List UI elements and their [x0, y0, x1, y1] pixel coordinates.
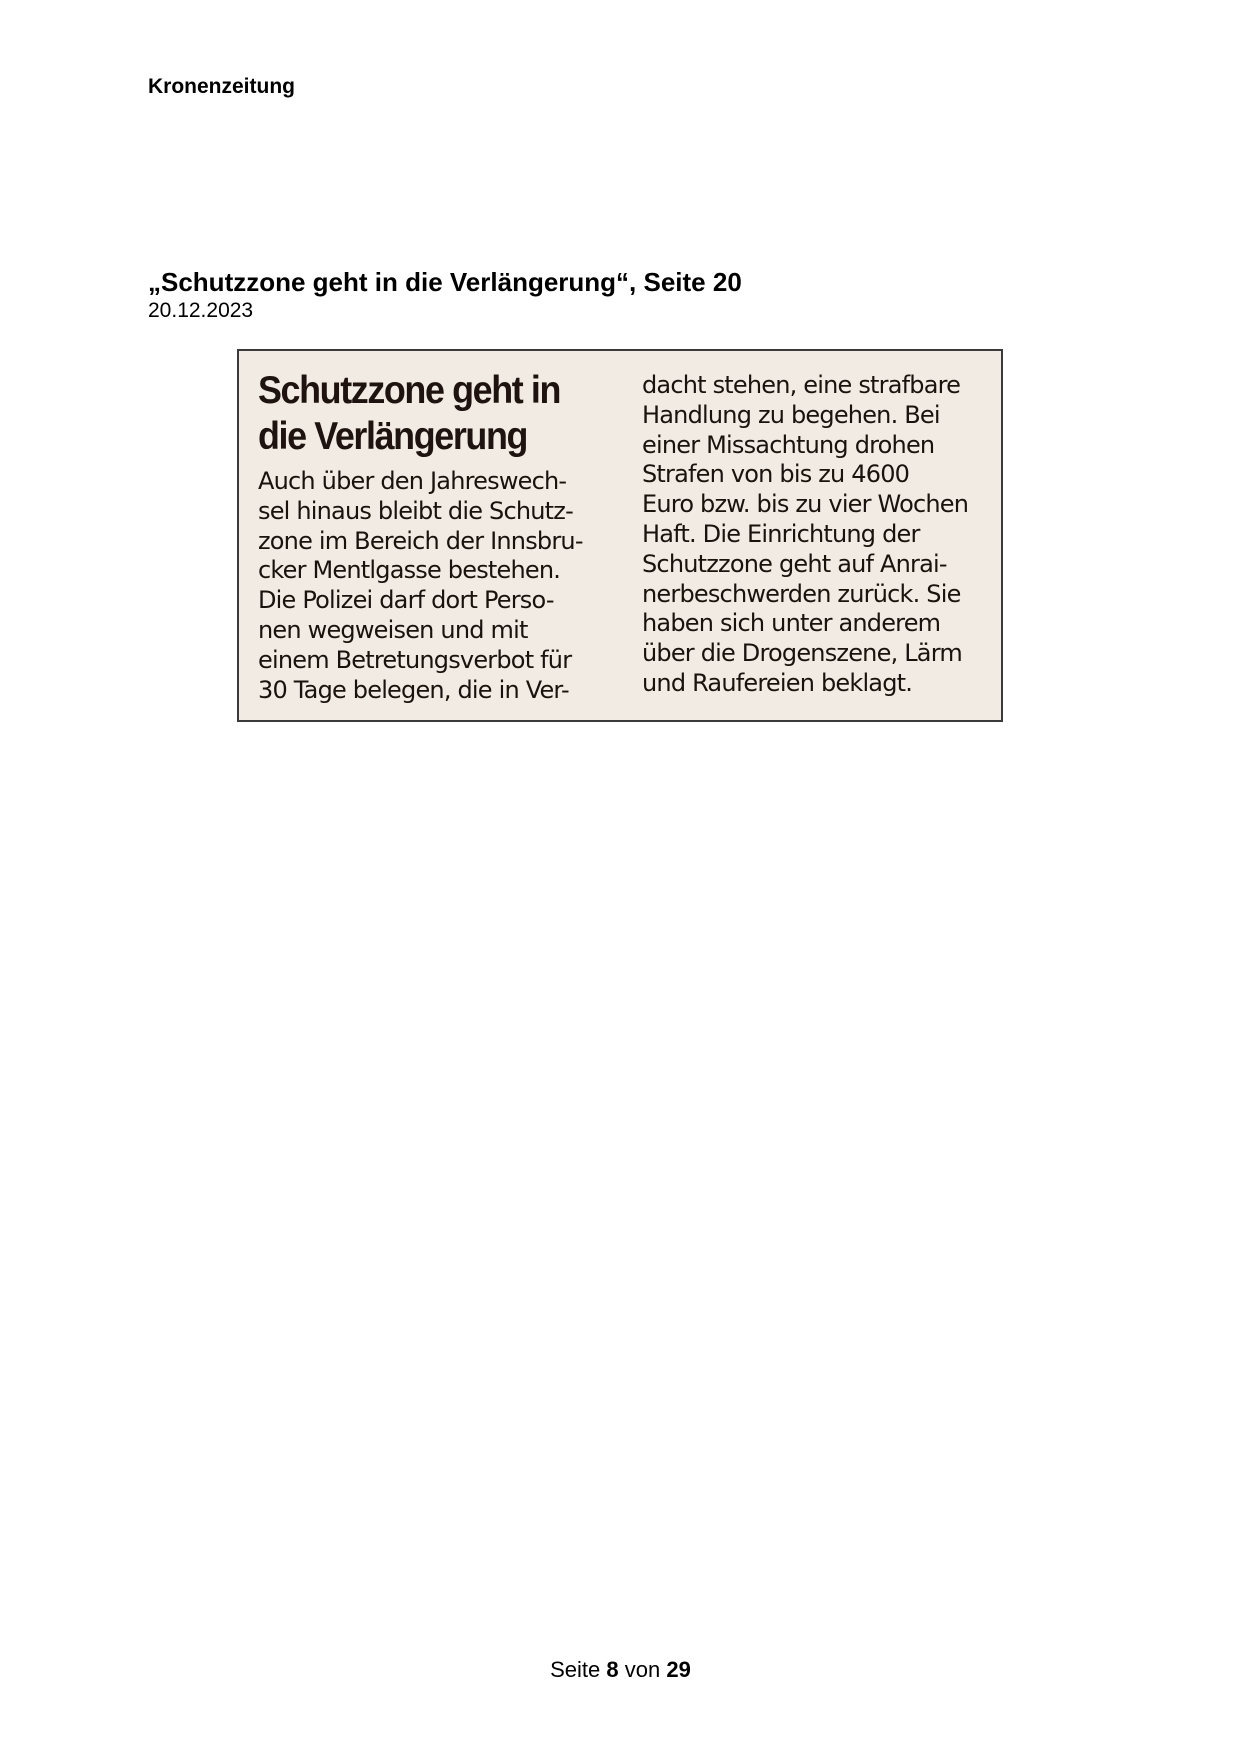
clipping-text-line: einer Missachtung drohen — [642, 430, 935, 459]
article-date: 20.12.2023 — [148, 299, 254, 322]
clipping-right-column — [642, 371, 998, 699]
clipping-text-line: dacht stehen, eine strafbare — [642, 371, 961, 399]
clipping-text-line: Die Polizei darf dort Perso- — [258, 586, 554, 615]
clipping-text-line: Handlung zu begehen. Bei — [642, 400, 940, 429]
clipping-text-line: Euro bzw. bis zu vier Wochen — [642, 490, 969, 519]
clipping-text-line: nerbeschwerden zurück. Sie — [642, 579, 961, 608]
clipping-text-line: 30 Tage belegen, die in Ver- — [258, 675, 569, 704]
clipping-text-line: und Raufereien beklagt. — [642, 668, 913, 697]
current-page-number: 8 — [606, 1657, 619, 1682]
newspaper-clipping — [237, 349, 1003, 722]
clipping-text-line: über die Drogenszene, Lärm — [642, 639, 962, 668]
clipping-text-line: haben sich unter anderem — [642, 609, 941, 638]
page-label: Seite — [550, 1657, 601, 1682]
clipping-headline-line: die Verlängerung — [258, 415, 528, 458]
clipping-text-line: sel hinaus bleibt die Schutz- — [258, 496, 573, 525]
clipping-text-line: cker Mentlgasse bestehen. — [258, 556, 561, 585]
page-separator: von — [624, 1657, 661, 1682]
article-title: „Schutzzone geht in die Verlängerung“, Seite 20 — [148, 267, 742, 297]
clipping-text-line: nen wegweisen und mit — [258, 615, 528, 644]
publication-name: Kronenzeitung — [148, 75, 295, 98]
clipping-text-line: einem Betretungsverbot für — [258, 645, 572, 674]
clipping-text-line: zone im Bereich der Innsbru- — [258, 526, 583, 555]
clipping-headline-line: Schutzzone geht in — [258, 369, 561, 412]
clipping-text-line: Strafen von bis zu 4600 — [642, 460, 910, 489]
page-number-footer — [0, 1656, 1241, 1684]
clipping-text-line: Schutzzone geht auf Anrai- — [642, 549, 947, 578]
clipping-text-line: Auch über den Jahreswech- — [258, 467, 567, 495]
clipping-text-line: Haft. Die Einrichtung der — [642, 519, 920, 548]
clipping-left-column — [258, 371, 608, 705]
total-page-count: 29 — [666, 1657, 691, 1682]
